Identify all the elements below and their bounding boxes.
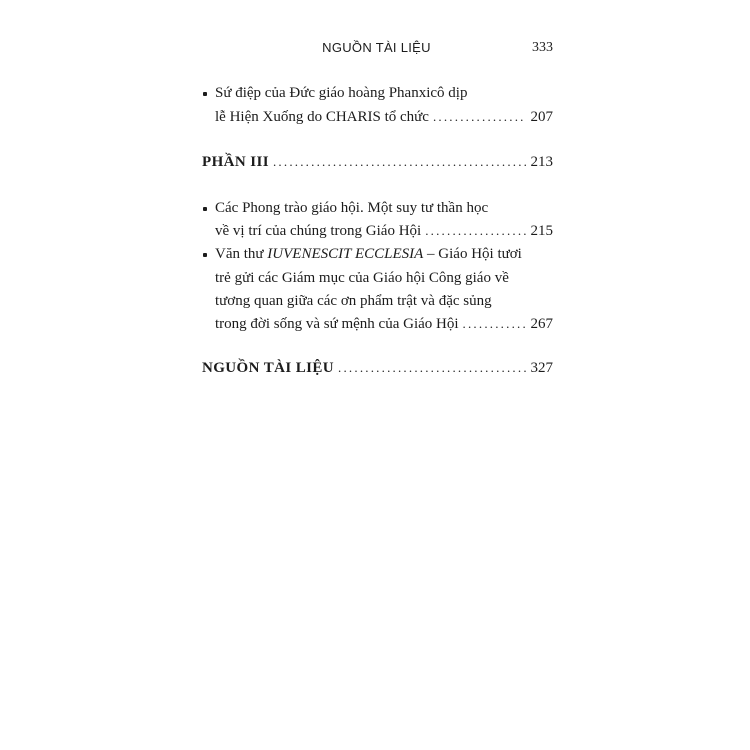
toc-entry-1-line-1: Sứ điệp của Đức giáo hoàng Phanxicô dịp [215,85,468,101]
toc-entry-3-line-2: trẻ gửi các Giám mục của Giáo hội Công giáo về [215,270,509,286]
toc-entry-3-prefix: Văn thư [215,246,268,262]
dot-leader [433,107,526,127]
page-number: 333 [532,40,553,55]
toc-entry-3-line-1 [215,244,522,264]
toc-entry-1-title-end: lễ Hiện Xuống do CHARIS tổ chức [215,109,429,125]
toc-entry-3-title-end: trong đời sống và sứ mệnh của Giáo Hội [215,316,459,332]
running-header [200,40,553,62]
header-title: NGUỒN TÀI LIỆU [322,40,431,55]
toc-entry-2-line-2 [215,221,553,241]
part-3-label: PHẦN III [202,154,269,170]
toc-entry-2-line-1: Các Phong trào giáo hội. Một suy tư thần học [215,200,489,216]
toc-entry-1-page: 207 [530,109,553,125]
toc-entry-1-line-2 [215,107,553,127]
toc-entry-3-line-3: tương quan giữa các ơn phẩm trật và đặc sủng [215,293,492,309]
dot-leader [425,221,525,241]
toc-entry-3-italic-title: IUVENESCIT ECCLESIA [267,246,424,262]
bullet-icon [203,253,209,259]
toc-entry-3-line-4 [215,314,553,334]
toc-part-3 [202,152,553,172]
dot-leader [273,152,526,172]
toc-entry-2-title-end: về vị trí của chúng trong Giáo Hội [215,223,422,239]
dot-leader [463,314,526,334]
bullet-icon [203,92,209,98]
sources-page: 327 [530,360,553,376]
bullet-icon [203,207,209,213]
dot-leader [338,358,525,378]
toc-entry-2-page: 215 [530,223,553,239]
toc-sources [202,358,553,378]
toc-entry-3-suffix: – Giáo Hội tươi [423,246,522,262]
sources-label: NGUỒN TÀI LIỆU [202,360,335,376]
part-3-page: 213 [530,154,553,170]
toc-entry-3-page: 267 [530,316,553,332]
